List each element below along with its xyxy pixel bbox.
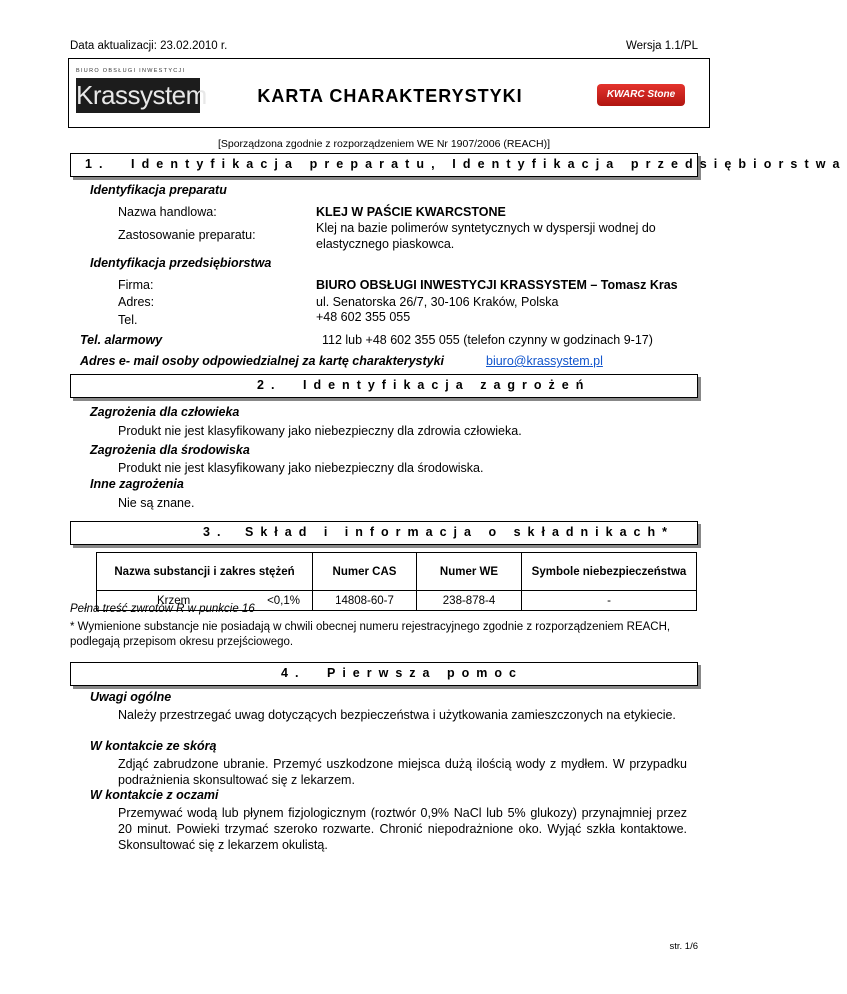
email-link[interactable]: biuro@krassystem.pl: [486, 354, 603, 368]
other-hazard-text: Nie są znane.: [118, 496, 195, 510]
address-value: ul. Senatorska 26/7, 30-106 Kraków, Polska: [316, 295, 559, 309]
emergency-label: Tel. alarmowy: [80, 333, 163, 347]
usage-value: Klej na bazie polimerów syntetycznych w dyspersji wodnej do elastycznego piaskowca.: [316, 221, 656, 251]
emergency-value: 112 lub +48 602 355 055 (telefon czynny w godzinach 9-17): [322, 333, 653, 347]
substance-range: <0,1%: [242, 591, 313, 611]
kwarcstone-logo: [597, 84, 685, 106]
table-header: Numer CAS: [313, 553, 417, 591]
section-4-title: Pierwsza pomoc: [327, 666, 523, 680]
cas-number: 14808-60-7: [313, 591, 417, 611]
kwarcstone-logo-text: KWARC Stone: [606, 89, 676, 100]
tel-value: +48 602 355 055: [316, 310, 411, 324]
section-4-number: 4.: [281, 666, 306, 680]
version-label: Wersja 1.1/PL: [625, 40, 698, 52]
logo-subtitle: BIURO OBSŁUGI INWESTYCJI: [76, 68, 186, 74]
company-heading: Identyfikacja przedsiębiorstwa: [90, 256, 272, 270]
env-hazard-heading: Zagrożenia dla środowiska: [90, 443, 250, 457]
section-3-title: Skład i informacja o składnikach*: [245, 525, 674, 539]
reach-footnote: * Wymienione substancje nie posiadają w chwili obecnej numeru rejestracyjnego zgodnie z rozporządzeniem REACH, podlegają przepisom okresu przejściowego.: [70, 621, 671, 648]
human-hazard-heading: Zagrożenia dla człowieka: [90, 405, 240, 419]
hazard-symbols: -: [522, 591, 697, 611]
section-2-number: 2.: [257, 378, 282, 392]
general-text: Należy przestrzegać uwag dotyczących bezpieczeństwa i użytkowania zamieszczonych na etykiecie.: [118, 708, 676, 722]
address-label: Adres:: [118, 295, 155, 309]
skin-text: Zdjąć zabrudzone ubranie. Przemyć uszkodzone miejsca dużą ilością wody z mydłem. W przypadku podrażnienia skonsultować się z lekarzem.: [118, 757, 687, 787]
section-1-title: Identyfikacja preparatu, Identyfikacja przedsiębiorstwa: [131, 157, 847, 171]
table-header-row: [97, 553, 697, 591]
table-header: Symbole niebezpieczeństwa: [522, 553, 697, 591]
general-heading: Uwagi ogólne: [90, 690, 172, 704]
usage-label: Zastosowanie preparatu:: [118, 228, 256, 242]
eyes-heading: W kontakcie z oczami: [90, 788, 219, 802]
substance-name: Krzem: [97, 591, 242, 611]
section-3-header: [70, 521, 698, 545]
tel-label: Tel.: [118, 313, 138, 327]
firm-label: Firma:: [118, 278, 154, 292]
prep-heading: Identyfikacja preparatu: [90, 183, 227, 197]
we-number: 238-878-4: [417, 591, 522, 611]
firm-value: BIURO OBSŁUGI INWESTYCJI KRASSYSTEM – Tomasz Kras: [316, 278, 678, 292]
section-2-title: Identyfikacja zagrożeń: [303, 378, 591, 392]
other-hazard-heading: Inne zagrożenia: [90, 477, 184, 491]
section-1-number: 1.: [85, 157, 110, 171]
trade-name-label: Nazwa handlowa:: [118, 205, 217, 219]
human-hazard-text: Produkt nie jest klasyfikowany jako niebezpieczny dla zdrowia człowieka.: [118, 424, 522, 438]
table-header: Numer WE: [417, 553, 522, 591]
document-title: KARTA CHARAKTERYSTYKI: [257, 86, 523, 106]
skin-heading: W kontakcie ze skórą: [90, 739, 217, 753]
email-label: Adres e- mail osoby odpowiedzialnej za kartę charakterystyki: [80, 354, 445, 368]
section-2-header: [70, 374, 698, 398]
trade-name-value: KLEJ W PAŚCIE KWARCSTONE: [316, 205, 506, 219]
eyes-text: Przemywać wodą lub płynem fizjologicznym (roztwór 0,9% NaCl lub 5% glukozy) przynajmniej przez 20 minut. Powieki trzymać szeroko rozwarte. Chronić niepodrażnione oko. Wyjąć szkła kontaktowe. Skonsultować się z lekarzem okulistą.: [118, 806, 687, 852]
section-3-number: 3.: [203, 525, 228, 539]
table-header: Nazwa substancji i zakres stężeń: [97, 553, 313, 591]
page-number: str. 1/6: [669, 941, 698, 952]
reach-note: [Sporządzona zgodnie z rozporządzeniem WE Nr 1907/2006 (REACH)]: [217, 138, 551, 150]
header-box: [68, 58, 710, 128]
section-1-header: [70, 153, 847, 177]
env-hazard-text: Produkt nie jest klasyfikowany jako niebezpieczny dla środowiska.: [118, 461, 484, 475]
logo-wordmark: Krassystem: [76, 78, 200, 113]
r-phrases-note: Pełna treść zwrotów R w punkcie 16: [70, 603, 255, 615]
update-date: Data aktualizacji: 23.02.2010 r.: [70, 40, 228, 52]
section-4-header: [70, 662, 698, 686]
